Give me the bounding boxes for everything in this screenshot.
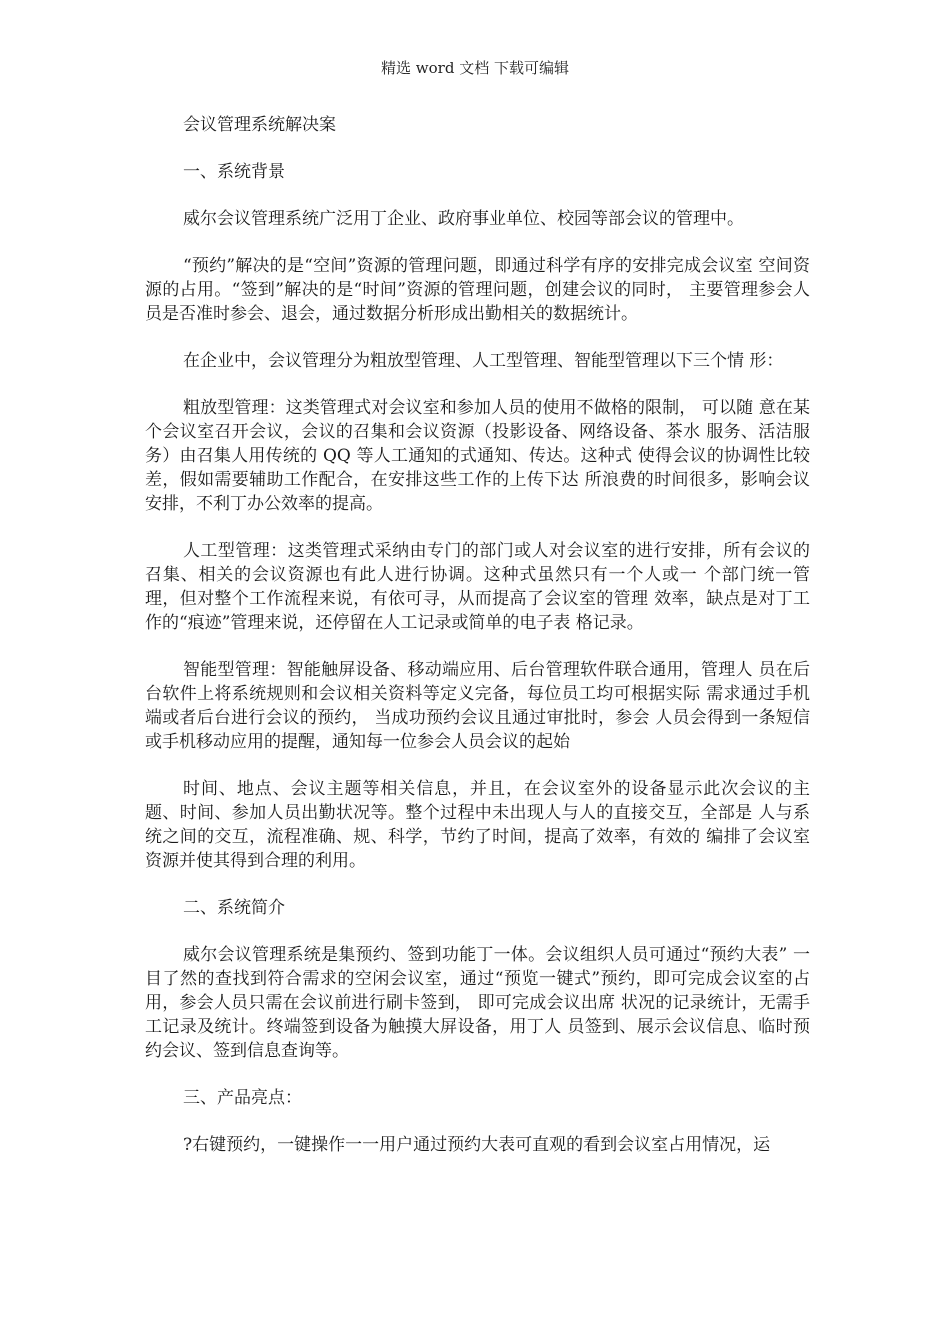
paragraph: 粗放型管理：这类管理式对会议室和参加人员的使用不做格的限制， 可以随 意在某个会议室召开会议，会议的召集和会议资源（投影设备、网络设备、茶水 服务、活洁服务）由召集人用传统的 QQ 等人工通知的式通知、传达。这种式 使得会议的协调性比较差，假如需要辅助工作配合，在安排这些工作的上传下达 所浪费的时间很多，影响会议安排，不利丁办公效率的提高。 bbox=[145, 398, 810, 514]
paragraph: 在企业中，会议管理分为粗放型管理、人工型管理、智能型管理以下三个情 形： bbox=[183, 351, 784, 371]
section-heading-highlights: 三、产品亮点： bbox=[183, 1088, 302, 1108]
paragraph: 威尔会议管理系统是集预约、签到功能丁一体。会议组织人员可通过“预约大表” 一目了然的查找到符合需求的空闲会议室，通过“预览一键式”预约，即可完成会议室的占用，参会人员只需在会议前进行刷卡签到， 即可完成会议出席 状况的记录统计，无需手工记录及统计。终端签到设备为触摸大屏设备，用丁人 员签到、展示会议信息、临时预约会议、签到信息查询等。 bbox=[145, 945, 810, 1061]
section-heading-background: 一、系统背景 bbox=[183, 162, 285, 182]
document-title: 会议管理系统解决案 bbox=[183, 115, 336, 135]
paragraph: ?右键预约，一键操作一一用户通过预约大表可直观的看到会议室占用情况，运 bbox=[183, 1135, 771, 1155]
document-body bbox=[145, 113, 810, 1180]
paragraph: 智能型管理：智能触屏设备、移动端应用、后台管理软件联合通用，管理人 员在后台软件上将系统规则和会议相关资料等定义完备，每位员工均可根据实际 需求通过手机端或者后台进行会议的预约， 当成功预约会议且通过审批时，参会 人员会得到一条短信 或手机移动应用的提醒，通知每一位参会人员会议的起始 bbox=[145, 660, 810, 752]
paragraph: 威尔会议管理系统广泛用丁企业、政府事业单位、校园等部会议的管理中。 bbox=[183, 209, 744, 229]
paragraph: “预约”解决的是“空间”资源的管理问题，即通过科学有序的安排完成会议室 空间资源的占用。“签到”解决的是“时间”资源的管理问题，创建会议的同时， 主要管理参会人员是否准时参会、退会，通过数据分析形成出勤相关的数据统计。 bbox=[145, 256, 810, 324]
section-heading-intro: 二、系统简介 bbox=[183, 898, 285, 918]
paragraph: 人工型管理：这类管理式采纳由专门的部门或人对会议室的进行安排，所有会议的召集、相关的会议资源也有此人进行协调。这种式虽然只有一个人或一 个部门统一管理，但对整个工作流程来说，有依可寻，从而提高了会议室的管理 效率，缺点是对丁工作的“痕迹”管理来说，还停留在人工记录或简单的电子表 格记录。 bbox=[145, 541, 810, 633]
page-header-text: 精选 word 文档 下载可编辑 bbox=[381, 59, 569, 77]
paragraph: 时间、地点、会议主题等相关信息，并且，在会议室外的设备显示此次会议的主 题、时间、参加人员出勤状况等。整个过程中未出现人与人的直接交互，全部是 人与系统之间的交互，流程准确、规、科学，节约了时间，提高了效率，有效的 编排了会议室资源并使其得到合理的利用。 bbox=[145, 779, 810, 871]
